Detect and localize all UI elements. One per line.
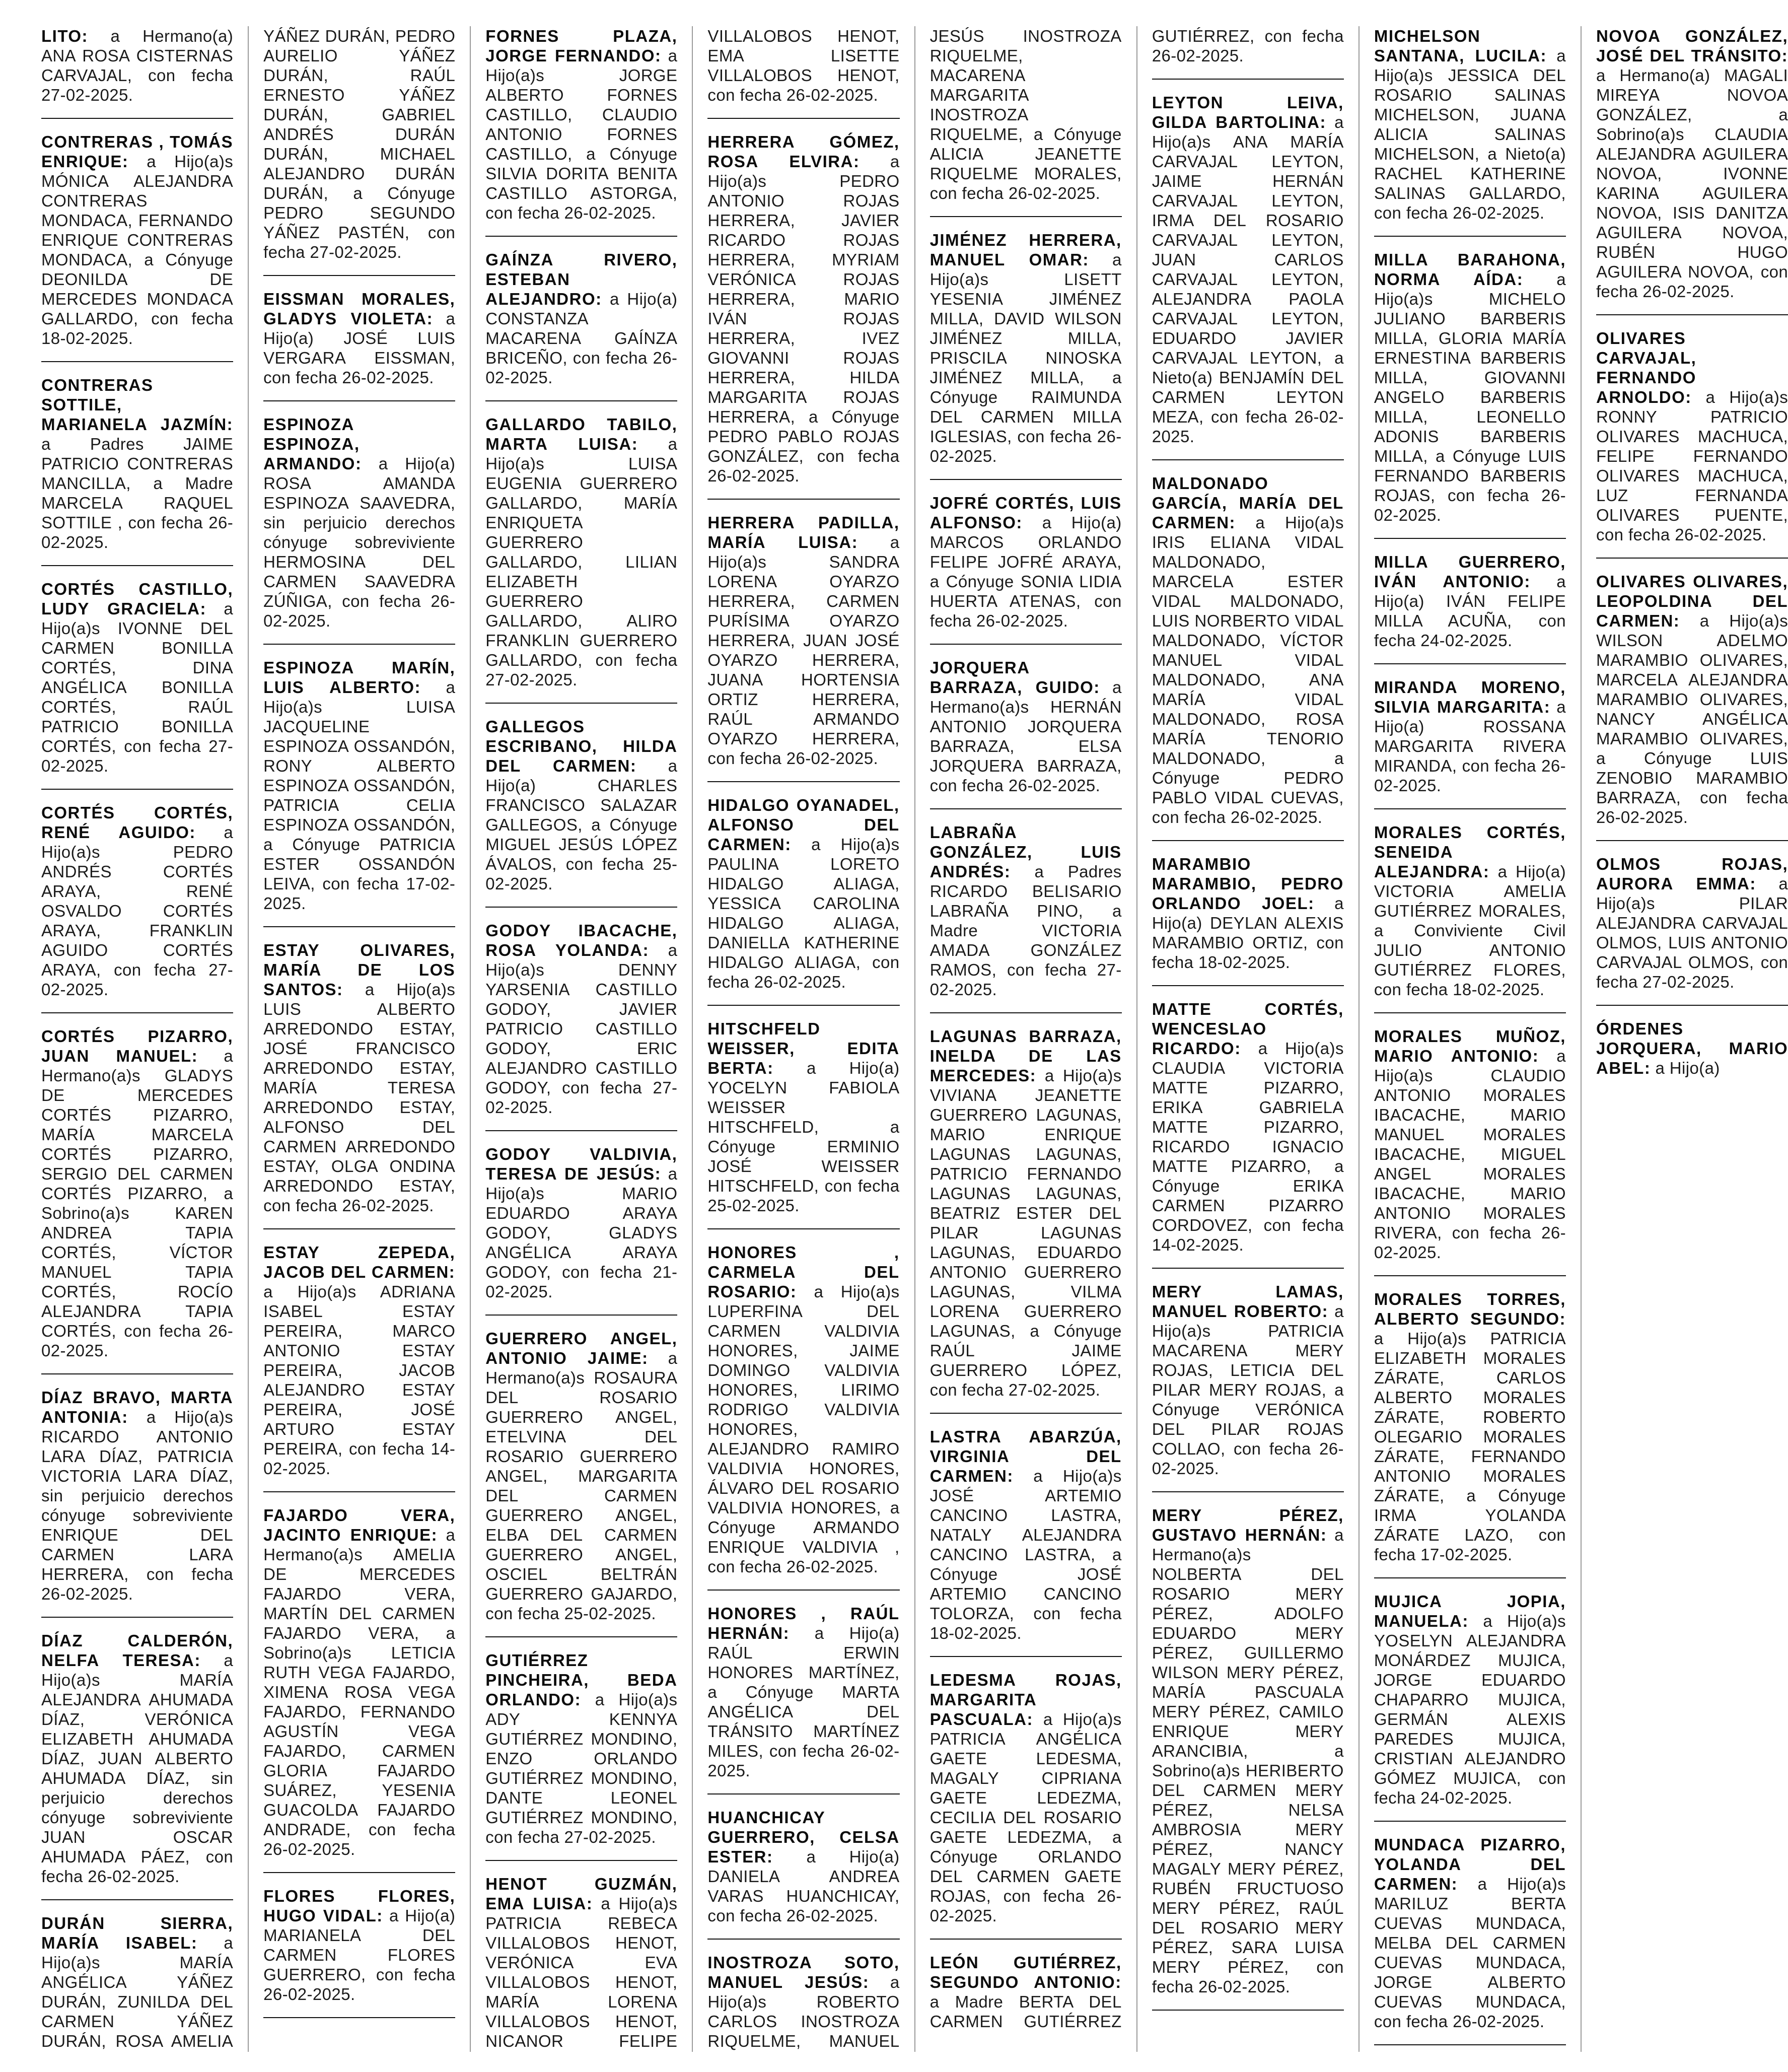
notice-text: a Hijo(a)s LISETT YESENIA JIMÉNEZ MILLA, DAVID WILSON JIMÉNEZ MILLA, PRISCILA NINOSKA JIMÉNEZ MILLA, a Cónyuge RAIMUNDA DEL CARMEN MILLA IGLESIAS, con fecha 26-02-2025.	[929, 250, 1122, 465]
notice-entry	[1374, 250, 1566, 539]
notice-name: MILLA BARAHONA, NORMA AÍDA:	[1374, 250, 1566, 289]
notice-text: a Hijo(a) ROSA AMANDA ESPINOZA SAAVEDRA, sin perjuicio derechos cónyuge sobreviviente HERMOSINA DEL CARMEN SAAVEDRA ZÚÑIGA, con fecha 26-02-2025.	[263, 454, 456, 630]
notice-text: a Hijo(a)s PATRICIA ELIZABETH MORALES ZÁRATE, CARLOS ALBERTO MORALES ZÁRATE, ROBERTO OLEGARIO MORALES ZÁRATE, FERNANDO ANTONIO MORALES ZÁRATE, a Cónyuge IRMA YOLANDA ZÁRATE LAZO, con fecha 17-02-2025.	[1374, 1329, 1566, 1564]
notice-name: GODOY IBACACHE, ROSA YOLANDA:	[485, 921, 678, 959]
notice-name: FORNES PLAZA, JORGE FERNANDO:	[485, 27, 678, 65]
notice-entry	[263, 940, 455, 1229]
notice-name: CORTÉS CORTÉS, RENÉ AGUIDO:	[41, 803, 234, 842]
notice-entry	[485, 250, 677, 401]
notice-entry	[707, 513, 899, 782]
notice-text: a Hijo(a)s PILAR ALEJANDRA CARVAJAL OLMOS, LUIS ANTONIO CARVAJAL OLMOS, con fecha 27-02-2025.	[1596, 874, 1788, 991]
notice-text: a Hijo(a)s PEDRO ANDRÉS CORTÉS ARAYA, RENÉ OSVALDO CORTÉS ARAYA, FRANKLIN AGUIDO CORTÉS ARAYA, con fecha 27-02-2025.	[41, 823, 234, 999]
notice-text: a Hijo(a) DANIELA ANDREA VARAS HUANCHICAY, con fecha 26-02-2025.	[707, 1847, 900, 1925]
notice-entry	[1152, 93, 1344, 460]
notice-name: ÓRDENES JORQUERA, MARIO ABEL:	[1596, 1019, 1788, 1077]
notice-name: FAJARDO VERA, JACINTO ENRIQUE:	[263, 1506, 456, 1544]
notice-entry	[263, 1242, 455, 1492]
notice-entry	[930, 1670, 1122, 1940]
notice-text: a Hijo(a)s RICARDO ANTONIO LARA DÍAZ, PATRICIA VICTORIA LARA DÍAZ, sin perjuicio derechos cónyuge sobreviviente ENRIQUE DEL CARMEN LARA HERRERA, con fecha 26-02-2025.	[41, 1408, 234, 1603]
notice-entry	[1596, 26, 1788, 315]
notice-entry	[485, 1144, 677, 1316]
notice-text: a Hijo(a)s DENNY YARSENIA CASTILLO GODOY, JAVIER PATRICIO CASTILLO GODOY, ERIC ALEJANDRO CASTILLO GODOY, con fecha 27-02-2025.	[485, 941, 678, 1117]
notice-name: CONTRERAS SOTTILE, MARIANELA JAZMÍN:	[41, 376, 234, 434]
notice-text: a Hijo(a)s MARÍA ANGÉLICA YÁÑEZ DURÁN, ZUNILDA DEL CARMEN YÁÑEZ DURÁN, ROSA AMELIA YÁÑEZ DURÁN, PEDRO AURELIO YÁÑEZ DURÁN, RAÚL ERNESTO YÁÑEZ DURÁN, GABRIEL ANDRÉS DURÁN DURÁN, MICHAEL ALEJANDRO DURÁN DURÁN, a Cónyuge PEDRO SEGUNDO YÁÑEZ PASTÉN, con fecha 27-02-2025.	[41, 27, 456, 2050]
notice-text: a Hijo(a) MARIANELA DEL CARMEN FLORES GUERRERO, con fecha 26-02-2025.	[263, 1906, 456, 2004]
notice-name: CONTRERAS , TOMÁS ENRIQUE:	[41, 132, 234, 171]
notice-text: a Hijo(a)s PATRICIA REBECA VILLALOBOS HENOT, VERÓNICA EVA VILLALOBOS HENOT, MARÍA LORENA VILLALOBOS HENOT, NICANOR FELIPE VILLALOBOS HENOT, EMA LISETTE VILLALOBOS HENOT, con fecha 26-02-2025.	[485, 27, 900, 2050]
notice-name: MORALES MUÑOZ, MARIO ANTONIO:	[1374, 1027, 1566, 1065]
notice-entry	[485, 1650, 677, 1861]
notice-name: JORQUERA BARRAZA, GUIDO:	[929, 658, 1100, 697]
notice-text: a Hijo(a)s PATRICIA MACARENA MERY ROJAS, LETICIA DEL PILAR MERY ROJAS, a Cónyuge VERÓNICA DEL PILAR ROJAS COLLAO, con fecha 26-02-2025.	[1152, 1302, 1344, 1478]
notice-name: NOVOA GONZÁLEZ, JOSÉ DEL TRÁNSITO:	[1596, 27, 1788, 65]
notice-entry	[1596, 1019, 1788, 1091]
notice-text: a Padres RICARDO BELISARIO LABRAÑA PINO, a Madre VICTORIA AMADA GONZÁLEZ RAMOS, con fecha 27-02-2025.	[929, 862, 1122, 999]
notice-text: a Hijo(a)s WILSON ADELMO MARAMBIO OLIVARES, MARCELA ALEJANDRA MARAMBIO OLIVARES, NANCY ANGÉLICA MARAMBIO OLIVARES, a Cónyuge LUIS ZENOBIO MARAMBIO BARRAZA, con fecha 26-02-2025.	[1596, 611, 1788, 826]
notice-text: a Hermano(a)s HERNÁN ANTONIO JORQUERA BARRAZA, ELSA JORQUERA BARRAZA, con fecha 26-02-2025.	[929, 678, 1122, 795]
notice-name: DURÁN SIERRA, MARÍA ISABEL:	[41, 1914, 234, 1952]
notice-entry	[41, 579, 233, 790]
notice-entry	[1152, 999, 1344, 1269]
notice-name: MICHELSON SANTANA, LUCILA:	[1374, 27, 1547, 65]
notice-name: OLIVARES OLIVARES, LEOPOLDINA DEL CARMEN:	[1596, 572, 1788, 630]
notice-text: a Hijo(a)s IVONNE DEL CARMEN BONILLA CORTÉS, DINA ANGÉLICA BONILLA CORTÉS, RAÚL PATRICIO BONILLA CORTÉS, con fecha 27-02-2025.	[41, 599, 234, 775]
notice-entry	[41, 1388, 233, 1618]
notice-text: a Hijo(a)s JORGE ALBERTO FORNES CASTILLO, CLAUDIO ANTONIO FORNES CASTILLO, a Cónyuge SILVIA DORITA BENITA CASTILLO ASTORGA, con fecha 26-02-2025.	[485, 46, 678, 222]
notice-name: GODOY VALDIVIA, TERESA DE JESÚS:	[485, 1145, 678, 1183]
notice-name: GALLEGOS ESCRIBANO, HILDA DEL CARMEN:	[485, 717, 678, 775]
notice-text: a Hijo(a) JOSÉ LUIS VERGARA EISSMAN, con fecha 26-02-2025.	[263, 309, 456, 387]
notice-text: a Hermano(a)s GLADYS DE MERCEDES CORTÉS PIZARRO, MARÍA MARCELA CORTÉS PIZARRO, SERGIO DEL CARMEN CORTÉS PIZARRO, a Sobrino(a)s KAREN ANDREA TAPIA CORTÉS, VÍCTOR MANUEL TAPIA CORTÉS, ROCÍO ALEJANDRA TAPIA CORTÉS, con fecha 26-02-2025.	[41, 1047, 234, 1360]
notice-text: a Hijo(a)s IRIS ELIANA VIDAL MALDONADO, MARCELA ESTER VIDAL MALDONADO, LUIS NORBERTO VIDAL MALDONADO, VÍCTOR MANUEL VIDAL MALDONADO, ANA MARÍA VIDAL MALDONADO, ROSA MARÍA TENORIO MALDONADO, a Cónyuge PEDRO PABLO VIDAL CUEVAS, con fecha 26-02-2025.	[1152, 513, 1344, 826]
notice-name: EISSMAN MORALES, GLADYS VIOLETA:	[263, 290, 456, 328]
notice-entry	[1374, 26, 1566, 237]
notice-entry	[707, 1808, 899, 1940]
notice-text: a Hermano(a)s AMELIA DE MERCEDES FAJARDO VERA, MARTÍN DEL CARMEN FAJARDO VERA, a Sobrino(a)s LETICIA RUTH VEGA FAJARDO, XIMENA ROSA VEGA FAJARDO, FERNANDO AGUSTÍN VEGA FAJARDO, CARMEN GLORIA FAJARDO SUÁREZ, YESENIA GUACOLDA FAJARDO ANDRADE, con fecha 26-02-2025.	[263, 1526, 456, 1858]
notice-name: HUANCHICAY GUERRERO, CELSA ESTER:	[707, 1808, 900, 1866]
notice-name: GALLARDO TABILO, MARTA LUISA:	[485, 415, 678, 453]
notice-text: a Hijo(a)s MICHELO JULIANO BARBERIS MILLA, GLORIA MARÍA ERNESTINA BARBERIS MILLA, GIOVANNI ANGELO BARBERIS MILLA, LEONELLO ADONIS BARBERIS MILLA, a Cónyuge LUIS FERNANDO BARBERIS ROJAS, con fecha 26-02-2025.	[1374, 270, 1566, 524]
notice-entry	[1374, 1592, 1566, 1822]
notice-name: GUERRERO ANGEL, ANTONIO JAIME:	[485, 1329, 678, 1367]
notice-name: MARAMBIO MARAMBIO, PEDRO ORLANDO JOEL:	[1152, 855, 1344, 913]
notice-text: a Hijo(a)s JESSICA DEL ROSARIO SALINAS MICHELSON, JUANA ALICIA SALINAS MICHELSON, a Nieto(a) RACHEL KATHERINE SALINAS GALLARDO, con fecha 26-02-2025.	[1374, 46, 1566, 222]
notice-text: a Hijo(a) CONSTANZA MACARENA GAÍNZA BRICEÑO, con fecha 26-02-2025.	[485, 290, 678, 387]
notice-name: INOSTROZA SOTO, MANUEL JESÚS:	[707, 1953, 900, 1991]
notice-entry	[1374, 1835, 1566, 2045]
notice-name: JOFRÉ CORTÉS, LUIS ALFONSO:	[929, 494, 1122, 532]
notice-text: a Hijo(a)s VIVIANA JEANETTE GUERRERO LAGUNAS, MARIO ENRIQUE LAGUNAS LAGUNAS, PATRICIO FERNANDO LAGUNAS LAGUNAS, BEATRIZ ESTER DEL PILAR LAGUNAS LAGUNAS, EDUARDO ANTONIO GUERRERO LAGUNAS, VILMA LORENA GUERRERO LAGUNAS, a Cónyuge RAÚL JAIME GUERRERO LÓPEZ, con fecha 27-02-2025.	[929, 1066, 1122, 1399]
notice-name: LEYTON LEIVA, GILDA BARTOLINA:	[1152, 93, 1344, 131]
notice-text: a Hijo(a)s PAULINA LORETO HIDALGO ALIAGA, YESSICA CAROLINA HIDALGO ALIAGA, DANIELLA KATHERINE HIDALGO ALIAGA, con fecha 26-02-2025.	[707, 835, 900, 991]
notice-text: a Hermano(a) ANA ROSA CISTERNAS CARVAJAL, con fecha 27-02-2025.	[41, 27, 234, 104]
notice-name: GAÍNZA RIVERO, ESTEBAN ALEJANDRO:	[485, 250, 678, 308]
notice-entry	[930, 822, 1122, 1013]
notice-entry	[1152, 473, 1344, 841]
notice-text: a Hijo(a)s ADRIANA ISABEL ESTAY PEREIRA, MARCO ANTONIO ESTAY PEREIRA, JACOB ALEJANDRO ESTAY PEREIRA, JOSÉ ARTURO ESTAY PEREIRA, con fecha 14-02-2025.	[263, 1282, 456, 1478]
notice-entry	[707, 795, 899, 1006]
notice-text: a Hijo(a)s LUISA JACQUELINE ESPINOZA OSSANDÓN, RONY ALBERTO ESPINOZA OSSANDÓN, PATRICIA CELIA ESPINOZA OSSANDÓN, a Cónyuge PATRICIA ESTER OSSANDÓN LEIVA, con fecha 17-02-2025.	[263, 678, 456, 913]
notice-text: a Hijo(a)s CLAUDIO ANTONIO MORALES IBACACHE, MARIO MANUEL MORALES IBACACHE, MIGUEL ANGEL MORALES IBACACHE, MARIO ANTONIO MORALES RIVERA, con fecha 26-02-2025.	[1374, 1047, 1566, 1262]
notice-name: MIRANDA MORENO, SILVIA MARGARITA:	[1374, 678, 1566, 716]
notice-name: GUTIÉRREZ PINCHEIRA, BEDA ORLANDO:	[485, 1651, 678, 1709]
notice-name: MUNDACA PIZARRO, YOLANDA DEL CARMEN:	[1374, 1835, 1566, 1893]
notice-entry	[41, 375, 233, 566]
notice-entry	[1374, 677, 1566, 809]
notice-entry	[1596, 854, 1788, 1006]
notice-text: a Hijo(a)s ANA MARÍA CARVAJAL LEYTON, JAIME HERNÁN CARVAJAL LEYTON, IRMA DEL ROSARIO CARVAJAL LEYTON, JUAN CARLOS CARVAJAL LEYTON, ALEJANDRA PAOLA CARVAJAL LEYTON, EDUARDO JAVIER CARVAJAL LEYTON, a Nieto(a) BENJAMÍN DEL CARMEN LEYTON MEZA, con fecha 26-02-2025.	[1152, 113, 1344, 446]
notice-name: HERRERA PADILLA, MARÍA LUISA:	[707, 513, 900, 551]
notice-entry	[1374, 552, 1566, 664]
notice-name: ESTAY OLIVARES, MARÍA DE LOS SANTOS:	[263, 941, 456, 999]
notice-text: a Hermano(a)s ROSAURA DEL ROSARIO GUERRERO ANGEL, ETELVINA DEL ROSARIO GUERRERO ANGEL, MARGARITA DEL CARMEN GUERRERO ANGEL, ELBA DEL CARMEN GUERRERO ANGEL, OSCIEL BELTRÁN GUERRERO GAJARDO, con fecha 25-02-2025.	[485, 1349, 678, 1623]
notice-name: HERRERA GÓMEZ, ROSA ELVIRA:	[707, 132, 900, 171]
notice-entry	[41, 1631, 233, 1900]
notice-entry	[1596, 572, 1788, 841]
notice-text: a Hijo(a)s LUPERFINA DEL CARMEN VALDIVIA HONORES, JAIME DOMINGO VALDIVIA HONORES, LIRIMO RODRIGO VALDIVIA HONORES, ALEJANDRO RAMIRO VALDIVIA HONORES, ÁLVARO DEL ROSARIO VALDIVIA HONORES, a Cónyuge ARMANDO ENRIQUE VALDIVIA , con fecha 26-02-2025.	[707, 1282, 900, 1576]
notice-entry	[707, 1019, 899, 1229]
notice-entry	[930, 658, 1122, 809]
notice-name: HITSCHFELD WEISSER, EDITA BERTA:	[707, 1019, 900, 1077]
notice-name: MALDONADO GARCÍA, MARÍA DEL CARMEN:	[1152, 474, 1344, 532]
notice-entry	[485, 415, 677, 704]
notice-name: CORTÉS PIZARRO, JUAN MANUEL:	[41, 1027, 234, 1065]
notice-columns	[41, 26, 1788, 2052]
notice-name: JIMÉNEZ HERRERA, MANUEL OMAR:	[929, 231, 1122, 269]
notice-text: a Hijo(a)s CLAUDIA VICTORIA MATTE PIZARRO, ERIKA GABRIELA MATTE PIZARRO, RICARDO IGNACIO MATTE PIZARRO, a Cónyuge ERIKA CARMEN PIZARRO CORDOVEZ, con fecha 14-02-2025.	[1152, 1039, 1344, 1254]
notice-name: HONORES , RAÚL HERNÁN:	[707, 1604, 900, 1642]
notice-entry	[707, 1242, 899, 1591]
notice-entry	[263, 289, 455, 401]
notice-text: a Hermano(a)s NOLBERTA DEL ROSARIO MERY PÉREZ, ADOLFO EDUARDO MERY PÉREZ, GUILLERMO WILSON MERY PÉREZ, MARÍA PASCUALA MERY PÉREZ, CAMILO ENRIQUE MERY ARANCIBIA, a Sobrino(a)s HERIBERTO DEL CARMEN MERY PÉREZ, NELSA AMBROSIA MERY PÉREZ, NANCY MAGALY MERY PÉREZ, RUBÉN FRUCTUOSO MERY PÉREZ, RAÚL DEL ROSARIO MERY PÉREZ, SARA LUISA MERY PÉREZ, con fecha 26-02-2025.	[1152, 1526, 1344, 1996]
notice-text: a Hijo(a) MARCOS ORLANDO FELIPE JOFRÉ ARAYA, a Cónyuge SONIA LIDIA HUERTA ATENAS, con fecha 26-02-2025.	[929, 513, 1122, 630]
notice-text: a Hijo(a)s ADY KENNYA GUTIÉRREZ MONDINO, ENZO ORLANDO GUTIÉRREZ MONDINO, DANTE LEONEL GUTIÉRREZ MONDINO, con fecha 27-02-2025.	[485, 1690, 678, 1846]
notice-text: a Hijo(a)s YOSELYN ALEJANDRA MONÁRDEZ MUJICA, JORGE EDUARDO CHAPARRO MUJICA, GERMÁN ALEXIS PAREDES MUJICA, CRISTIAN ALEJANDRO GÓMEZ MUJICA, con fecha 24-02-2025.	[1374, 1612, 1566, 1807]
notice-name: ESTAY ZEPEDA, JACOB DEL CARMEN:	[263, 1243, 456, 1281]
notice-text: a Hijo(a)s ROBERTO CARLOS INOSTROZA RIQUELME, MANUEL JESÚS INOSTROZA RIQUELME, MACARENA MARGARITA INOSTROZA RIQUELME, a Cónyuge ALICIA JEANETTE RIQUELME MORALES, con fecha 26-02-2025.	[707, 27, 1122, 2050]
notice-name: LASTRA ABARZÚA, VIRGINIA DEL CARMEN:	[929, 1427, 1122, 1485]
notice-entry	[1152, 1505, 1344, 2011]
notice-entry	[1596, 328, 1788, 559]
notice-entry	[930, 230, 1122, 480]
notice-name: FLORES FLORES, HUGO VIDAL:	[263, 1887, 456, 1925]
notice-name: HONORES , CARMELA DEL ROSARIO:	[707, 1243, 900, 1301]
notice-entry	[41, 26, 233, 119]
notice-name: LEÓN GUTIÉRREZ, SEGUNDO ANTONIO:	[929, 1953, 1122, 1991]
notice-entry	[1152, 854, 1344, 986]
notice-entry	[1152, 1282, 1344, 1492]
notice-entry	[930, 1427, 1122, 1657]
notice-text: a Hijo(a) IVÁN FELIPE MILLA ACUÑA, con fecha 24-02-2025.	[1374, 572, 1566, 650]
notice-entry	[1374, 1289, 1566, 1578]
notice-text: a Hijo(a)s MARÍA ALEJANDRA AHUMADA DÍAZ, VERÓNICA ELIZABETH AHUMADA DÍAZ, JUAN ALBERTO AHUMADA DÍAZ, sin perjuicio derechos cónyuge sobreviviente JUAN OSCAR AHUMADA PÁEZ, con fecha 26-02-2025.	[41, 1651, 234, 1886]
notice-text: a Hijo(a)s MARILUZ BERTA CUEVAS MUNDACA, MELBA DEL CARMEN CUEVAS MUNDACA, JORGE ALBERTO CUEVAS MUNDACA, con fecha 26-02-2025.	[1374, 1875, 1566, 2031]
notice-name: OLIVARES CARVAJAL, FERNANDO ARNOLDO:	[1596, 329, 1697, 406]
notice-entry	[263, 415, 455, 645]
notice-name: ESPINOZA ESPINOZA, ARMANDO:	[263, 415, 362, 473]
notice-name: LITO:	[41, 27, 89, 45]
notice-text: a Hijo(a) ROSSANA MARGARITA RIVERA MIRANDA, con fecha 26-02-2025.	[1374, 698, 1566, 795]
notice-entry	[263, 1505, 455, 1873]
notice-entry	[1374, 1026, 1566, 1276]
notice-name: MERY PÉREZ, GUSTAVO HERNÁN:	[1152, 1506, 1344, 1544]
notice-name: MORALES TORRES, ALBERTO SEGUNDO:	[1374, 1290, 1566, 1328]
notice-name: DÍAZ BRAVO, MARTA ANTONIA:	[41, 1388, 234, 1426]
notice-text: a Hijo(a)s LUISA EUGENIA GUERRERO GALLARDO, MARÍA ENRIQUETA GUERRERO GALLARDO, LILIAN ELIZABETH GUERRERO GALLARDO, ALIRO FRANKLIN GUERRERO GALLARDO, con fecha 27-02-2025.	[485, 435, 678, 689]
notice-text: a Hijo(a) CHARLES FRANCISCO SALAZAR GALLEGOS, a Cónyuge MIGUEL JESÚS LÓPEZ ÁVALOS, con fecha 25-02-2025.	[485, 756, 678, 893]
notice-name: HENOT GUZMÁN, EMA LUISA:	[485, 1875, 678, 1913]
notice-name: DÍAZ CALDERÓN, NELFA TERESA:	[41, 1631, 234, 1670]
notice-name: HIDALGO OYANADEL, ALFONSO DEL CARMEN:	[707, 796, 900, 854]
notice-entry	[930, 493, 1122, 645]
notice-entry	[41, 132, 233, 362]
notice-text: a Padres JAIME PATRICIO CONTRERAS MANCILLA, a Madre MARCELA RAQUEL SOTTILE , con fecha 26-02-2025.	[41, 435, 234, 551]
notice-text: a Hijo(a) RAÚL ERWIN HONORES MARTÍNEZ, a Cónyuge MARTA ANGÉLICA DEL TRÁNSITO MARTÍNEZ MILES, con fecha 26-02-2025.	[707, 1624, 900, 1780]
notice-entry	[485, 921, 677, 1131]
notice-entry	[485, 717, 677, 908]
notice-text: a Madre BERTA DEL CARMEN GUTIÉRREZ GUTIÉRREZ, con fecha 26-02-2025.	[929, 27, 1344, 2031]
notice-entry	[41, 1026, 233, 1374]
notice-entry	[707, 1604, 899, 1794]
notice-name: CORTÉS CASTILLO, LUDY GRACIELA:	[41, 580, 234, 618]
notice-name: ESPINOZA MARÍN, LUIS ALBERTO:	[263, 658, 456, 697]
notice-entry	[930, 1026, 1122, 1414]
notice-text: a Hijo(a)s RONNY PATRICIO OLIVARES MACHUCA, FELIPE FERNANDO OLIVARES MACHUCA, LUZ FERNANDA OLIVARES PUENTE, con fecha 26-02-2025.	[1596, 388, 1788, 544]
notice-entry	[707, 132, 899, 500]
notice-text: a Hijo(a)s LUIS ALBERTO ARREDONDO ESTAY, JOSÉ FRANCISCO ARREDONDO ESTAY, MARÍA TERESA ARREDONDO ESTAY, ALFONSO DEL CARMEN ARREDONDO ESTAY, OLGA ONDINA ARREDONDO ESTAY, con fecha 26-02-2025.	[263, 980, 456, 1215]
notice-text: a Hijo(a)s MARIO EDUARDO ARAYA GODOY, GLADYS ANGÉLICA ARAYA GODOY, con fecha 21-02-2025.	[485, 1164, 678, 1301]
notice-text: a Hijo(a) VICTORIA AMELIA GUTIÉRREZ MORALES, a Conviviente Civil JULIO ANTONIO GUTIÉRREZ FLORES, con fecha 18-02-2025.	[1374, 862, 1566, 999]
notice-text: a Hijo(a)	[1655, 1059, 1720, 1077]
notice-name: MORALES CORTÉS, SENEIDA ALEJANDRA:	[1374, 823, 1566, 881]
notice-text: a Hijo(a)s JOSÉ ARTEMIO CANCINO LASTRA, NATALY ALEJANDRA CANCINO LASTRA, a Cónyuge JOSÉ ARTEMIO CANCINO TOLORZA, con fecha 18-02-2025.	[929, 1467, 1122, 1642]
notice-text: a Hijo(a) DEYLAN ALEXIS MARAMBIO ORTIZ, con fecha 18-02-2025.	[1152, 894, 1344, 972]
notice-entry	[263, 1886, 455, 2018]
notice-name: LABRAÑA GONZÁLEZ, LUIS ANDRÉS:	[929, 823, 1122, 881]
notice-text: a Hijo(a)s MÓNICA ALEJANDRA CONTRERAS MONDACA, FERNANDO ENRIQUE CONTRERAS MONDACA, a Cónyuge DEONILDA DE MERCEDES MONDACA GALLARDO, con fecha 18-02-2025.	[41, 152, 234, 348]
notice-text: a Hermano(a) MAGALI MIREYA NOVOA GONZÁLEZ, a Sobrino(a)s CLAUDIA ALEJANDRA AGUILERA NOVOA, IVONNE KARINA AGUILERA NOVOA, ISIS DANITZA AGUILERA NOVOA, RUBÉN HUGO AGUILERA NOVOA, con fecha 26-02-2025.	[1596, 66, 1788, 301]
notice-text: a Hijo(a)s PEDRO ANTONIO ROJAS HERRERA, JAVIER RICARDO ROJAS HERRERA, MYRIAM VERÓNICA ROJAS HERRERA, MARIO IVÁN ROJAS HERRERA, IVEZ GIOVANNI ROJAS HERRERA, HILDA MARGARITA ROJAS HERRERA, a Cónyuge PEDRO PABLO ROJAS GONZÁLEZ, con fecha 26-02-2025.	[707, 152, 900, 485]
notice-name: MERY LAMAS, MANUEL ROBERTO:	[1152, 1282, 1344, 1321]
notice-entry	[485, 26, 677, 237]
notice-name: LAGUNAS BARRAZA, INELDA DE LAS MERCEDES:	[929, 1027, 1122, 1085]
notice-entry	[485, 1329, 677, 1637]
notice-name: MUJICA JOPIA, MANUELA:	[1374, 1592, 1566, 1630]
notice-name: LEDESMA ROJAS, MARGARITA PASCUALA:	[929, 1671, 1122, 1729]
notice-entry	[263, 658, 455, 927]
notice-name: OLMOS ROJAS, AURORA EMMA:	[1596, 855, 1788, 893]
notice-text: a Hijo(a) YOCELYN FABIOLA WEISSER HITSCHFELD, a Cónyuge ERMINIO JOSÉ WEISSER HITSCHFELD, con fecha 25-02-2025.	[707, 1059, 900, 1215]
notice-text: a Hijo(a)s SANDRA LORENA OYARZO HERRERA, CARMEN PURÍSIMA OYARZO HERRERA, JUAN JOSÉ OYARZO HERRERA, JUANA HORTENSIA ORTIZ HERRERA, RAÚL ARMANDO OYARZO HERRERA, con fecha 26-02-2025.	[707, 533, 900, 768]
notice-text: a Hijo(a)s PATRICIA ANGÉLICA GAETE LEDESMA, MAGALY CIPRIANA GAETE LEDEZMA, CECILIA DEL ROSARIO GAETE LEDEZMA, a Cónyuge ORLANDO DEL CARMEN GAETE ROJAS, con fecha 26-02-2025.	[929, 1710, 1122, 1925]
notice-name: MATTE CORTÉS, WENCESLAO RICARDO:	[1152, 1000, 1344, 1058]
notice-entry	[1374, 822, 1566, 1013]
notice-entry	[41, 803, 233, 1013]
notice-name: MILLA GUERRERO, IVÁN ANTONIO:	[1374, 552, 1566, 591]
